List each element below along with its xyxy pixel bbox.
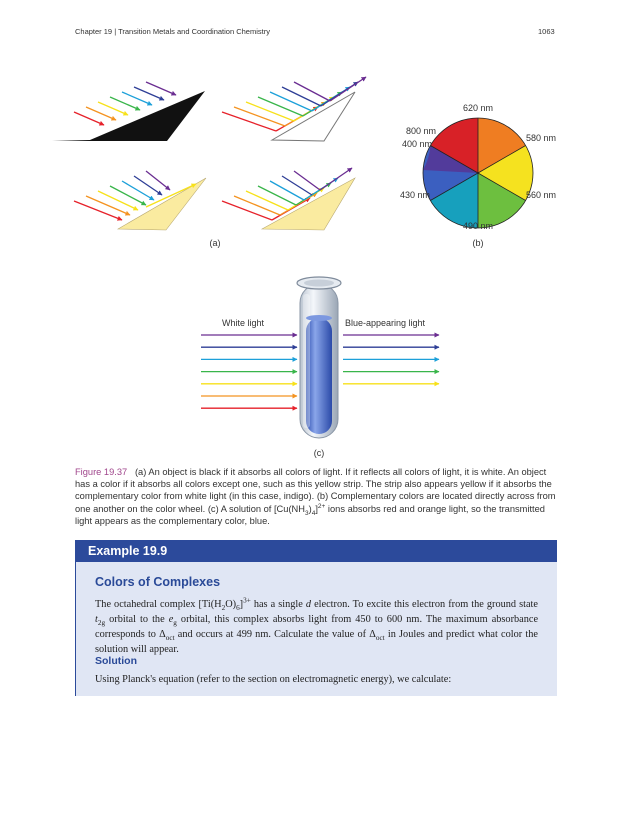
wheel-label-430: 430 nm [399,190,430,200]
white-light-label: White light [221,318,265,328]
incident-ray [74,201,122,220]
panel-a-label: (a) [209,238,221,248]
incident-ray [282,176,312,195]
solution-text: Using Planck's equation (refer to the section on electromagnetic energy), we calculate: [95,674,452,685]
wheel-label-580: 580 nm [526,133,557,143]
example-body: The octahedral complex $[Ti(H_2O)_6]^{3+}$ has a single d electron. To excite this electron from the ground state $t_{2g}$ orbital to the $e_g$ orbital, this complex absorbs light from 450 to 600 nm. The maximum absorbance corresponds to $\Delta_{oct}$ and occurs at 499 nm. Calculate the value of $\Delta_{oct}$ in Joules and predict what color the solution will appear. [95,596,539,655]
incident-ray [294,82,330,101]
test-tube [297,277,341,438]
transmitted-light-arrows [343,335,439,384]
incident-ray [134,87,164,100]
example-box [75,540,557,696]
incident-ray [86,196,130,215]
wheel-label-620: 620 nm [462,103,494,113]
incident-ray [74,112,104,125]
panel-b-label: (b) [472,238,484,248]
incident-ray [122,181,154,200]
incident-ray [122,92,152,105]
incident-ray [294,171,320,190]
wheel-label-560: 560 nm [526,190,557,200]
incident-ray [246,191,288,210]
incident-ray [98,191,138,210]
incident-ray [98,102,128,115]
incident-ray [258,97,303,116]
incident-ray [110,186,146,205]
incident-ray [234,196,280,215]
wheel-label-400: 400 nm [401,139,432,149]
page-number: 1063 [538,27,555,36]
incident-ray [258,186,296,205]
figure-caption: Figure 19.37 (a) An object is black if it absorbs all colors of light. If it reflects all colors of light, it is white. An object has a color if it absorbs all colors except one, such as this yellow strip. The strip also appears yellow if it absorbs the complementary color from white light (in this case, indigo). (b) Complementary colors are located directly across from one another on the color wheel. (c) A solution of $[Cu(NH_3)_4]^{2+}$ ions absorbs red and orange light, so the transmitted light appears as the complementary color, blue. [75,467,556,526]
incident-light-arrows [201,335,297,408]
panel-c-label: (c) [313,448,325,458]
incident-ray [234,107,285,126]
example-title: Colors of Complexes [95,575,221,589]
example-header: Example 19.9 [76,540,557,562]
incident-ray [146,82,176,95]
panel-a-black-strip [52,82,206,141]
incident-ray [282,87,321,106]
incident-ray [222,112,276,131]
wheel-label-800: 800 nm [405,126,436,136]
incident-ray [86,107,116,120]
panel-a-white-strip [222,77,366,141]
solution-heading: Solution [95,655,137,667]
incident-ray [110,97,140,110]
color-wheel [423,118,533,228]
running-header: Chapter 19 | Transition Metals and Coordination Chemistry [75,27,270,36]
incident-ray [134,176,162,195]
incident-ray [222,201,272,220]
figure-number: Figure 19.37 [75,467,128,477]
incident-ray [270,92,312,111]
incident-ray [270,181,304,200]
white-strip [272,92,355,141]
panel-a-yellow-strip-2 [222,168,355,230]
incident-ray [246,102,294,121]
panel-a-yellow-strip-1 [74,171,206,230]
black-strip [52,91,205,141]
wheel-label-490: 490 nm [462,221,494,231]
blue-light-label: Blue-appearing light [344,318,426,328]
